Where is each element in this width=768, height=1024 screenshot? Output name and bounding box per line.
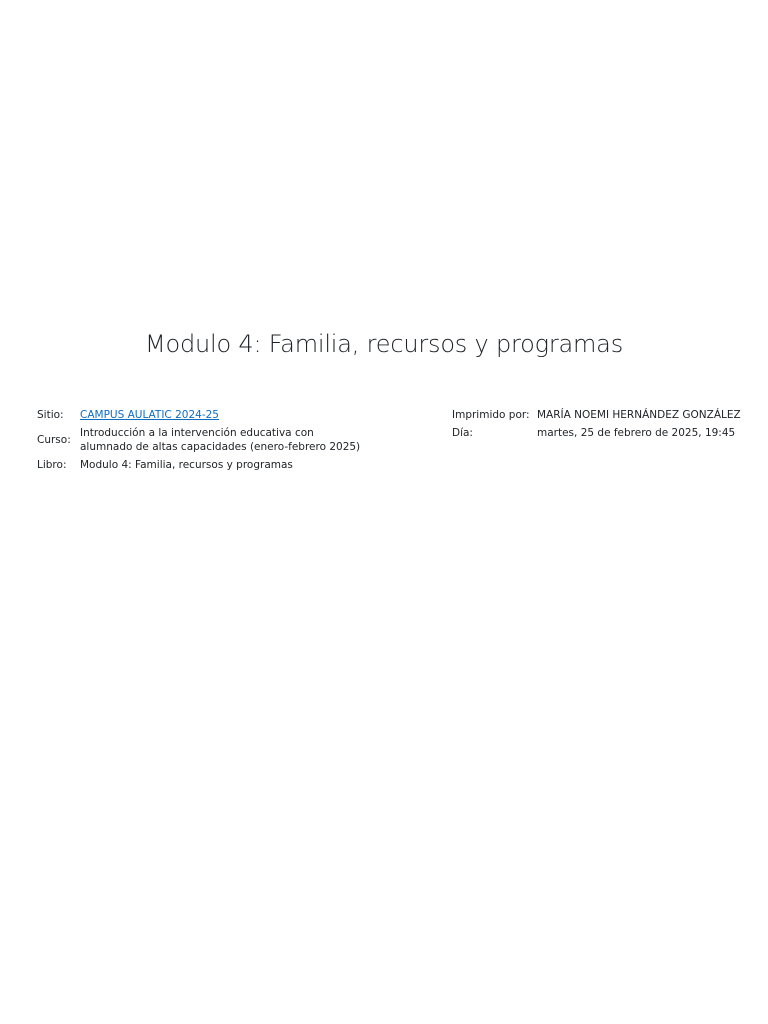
course-value: Introducción a la intervención educativa con alumnado de altas capacidades (enero-febrero 2025) [80, 427, 361, 453]
date-label: Día: [452, 427, 473, 439]
info-row-book [37, 456, 367, 474]
book-title: Modulo 4: Familia, recursos y programas [144, 330, 623, 358]
printed-by-value: MARÍA NOEMI HERNÁNDEZ GONZÁLEZ [537, 409, 741, 421]
site-label: Sitio: [37, 409, 64, 421]
date-value: martes, 25 de febrero de 2025, 19:45 [537, 427, 736, 439]
site-value-cell [80, 406, 367, 424]
site-link[interactable]: CAMPUS AULATIC 2024-25 [80, 409, 219, 421]
info-row-course [37, 424, 367, 456]
printed-by-label: Imprimido por: [452, 409, 530, 421]
book-value: Modulo 4: Familia, recursos y programas [80, 459, 293, 471]
print-info-table [452, 406, 752, 442]
info-row-site [37, 406, 367, 424]
book-label: Libro: [37, 459, 67, 471]
course-label: Curso: [37, 434, 71, 446]
info-row-date [452, 424, 752, 442]
book-info-table [37, 406, 367, 474]
info-row-printed-by [452, 406, 752, 424]
